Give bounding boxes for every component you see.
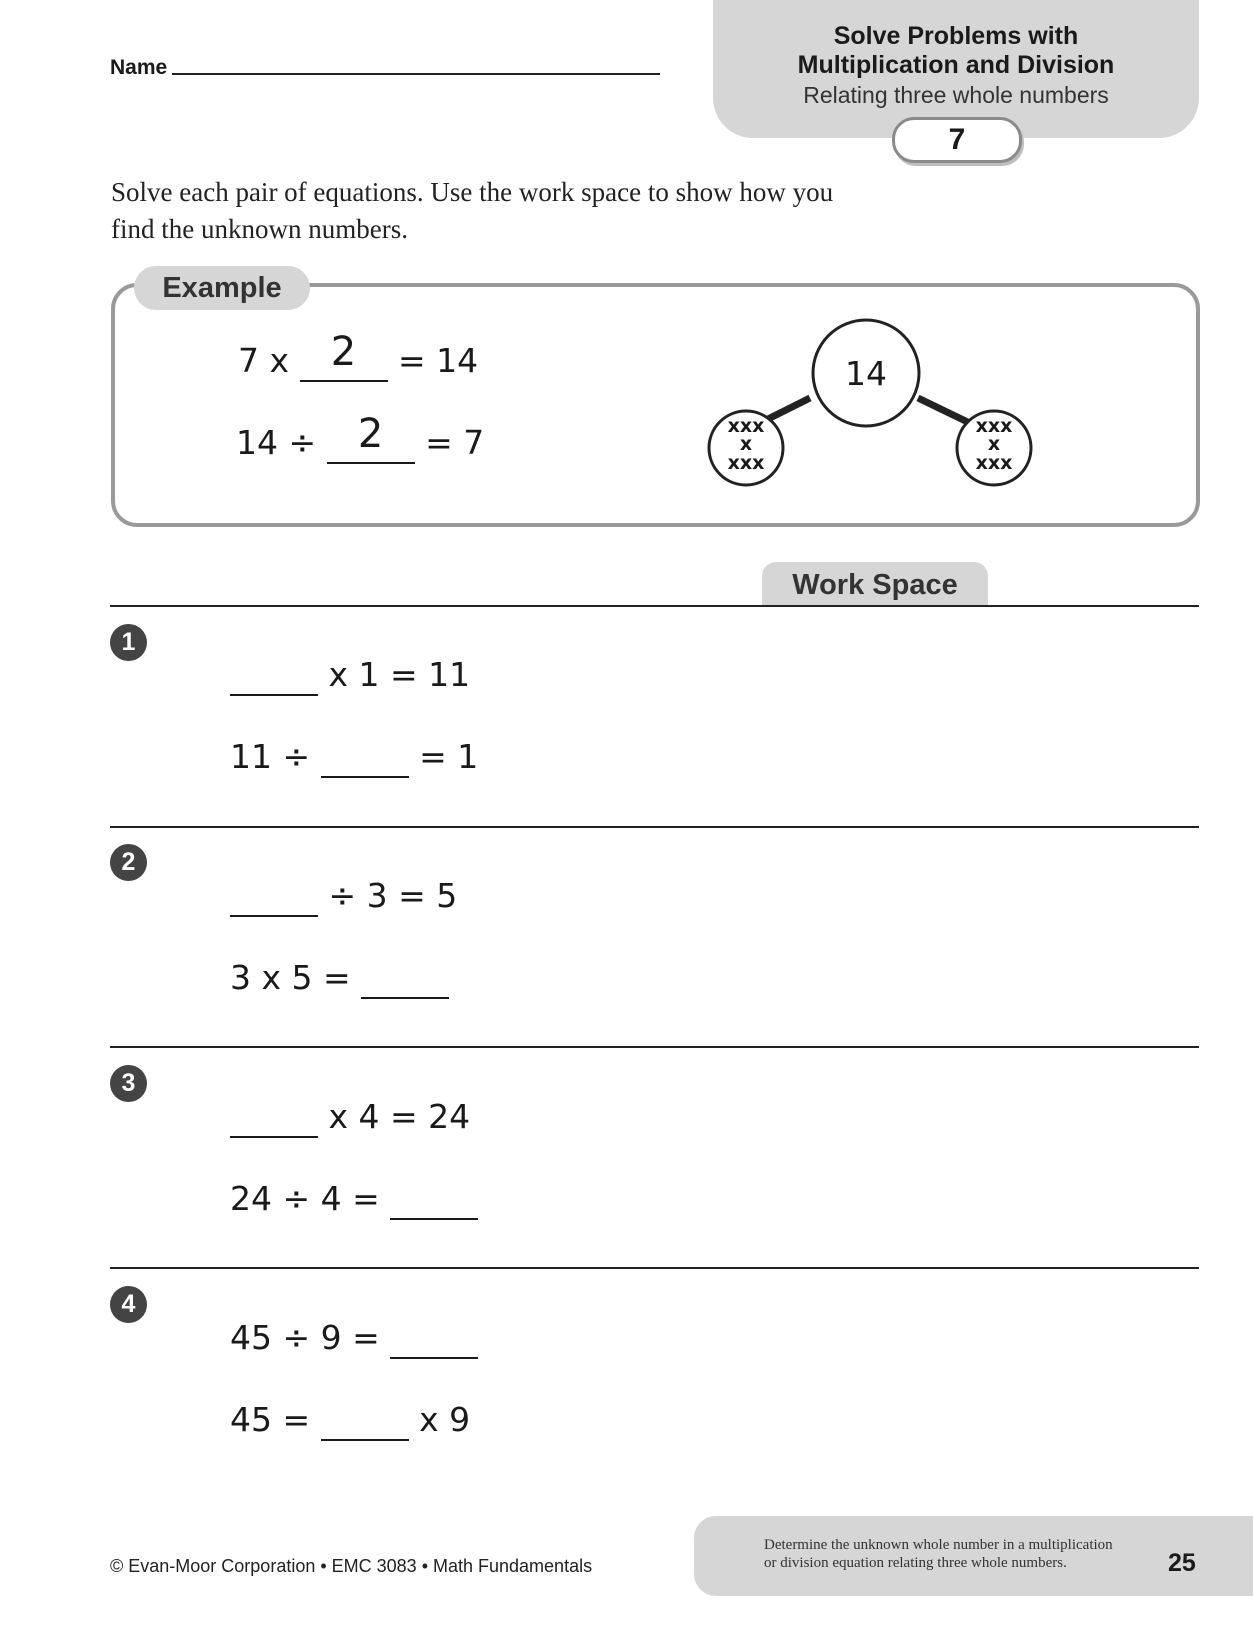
problem-1-number: 1 [110, 624, 147, 661]
instructions-line-2: find the unknown numbers. [111, 214, 408, 244]
example-eq1-left: 7 x [238, 341, 290, 380]
bond-right-row-2: x [987, 433, 1001, 455]
problem-4-equation-1 [230, 1318, 478, 1359]
page-subtitle: Relating three whole numbers [803, 82, 1109, 108]
instructions-line-1: Solve each pair of equations. Use the work space to show how you [111, 177, 834, 207]
problem-3-equation-1 [230, 1097, 470, 1138]
problem-4-eq2-right: x 9 [419, 1400, 471, 1439]
footer-standard-line-1: Determine the unknown whole number in a multiplication [764, 1537, 1113, 1553]
divider-line [110, 826, 1199, 828]
work-space-tab: Work Space [762, 562, 988, 606]
problem-3-eq1-right: x 4 = 24 [328, 1097, 471, 1136]
bond-whole-value: 14 [845, 354, 887, 393]
problem-2-eq1-blank[interactable] [230, 876, 318, 917]
example-equation-1 [238, 329, 479, 382]
example-eq2-left: 14 ÷ [236, 423, 317, 462]
name-line[interactable] [172, 73, 660, 75]
example-eq2-right: = 7 [425, 423, 485, 462]
footer-copyright: © Evan-Moor Corporation • EMC 3083 • Math Fundamentals [110, 1556, 593, 1576]
problem-2-eq2-left: 3 x 5 = [230, 958, 351, 997]
problem-3-eq1-blank[interactable] [230, 1097, 318, 1138]
problem-2-eq1-right: ÷ 3 = 5 [328, 876, 458, 915]
example-eq1-right: = 14 [398, 341, 479, 380]
problem-1-eq2-blank[interactable] [321, 737, 409, 778]
example-tab: Example [134, 266, 310, 310]
problem-1-equation-1 [230, 655, 470, 696]
problem-1-equation-2 [230, 737, 478, 778]
problem-2-equation-1 [230, 876, 457, 917]
problem-4-eq1-left: 45 ÷ 9 = [230, 1318, 380, 1357]
example-equation-2 [236, 411, 485, 464]
example-eq1-answer: 2 [330, 329, 357, 375]
page-number: 25 [1168, 1549, 1196, 1577]
divider-line [110, 1267, 1199, 1269]
problem-4-equation-2 [230, 1400, 470, 1441]
problem-4-number: 4 [110, 1286, 147, 1323]
problem-2-eq2-blank[interactable] [361, 958, 449, 999]
lesson-number-badge: 7 [892, 117, 1022, 163]
problem-4-eq2-blank[interactable] [321, 1400, 409, 1441]
problem-1-eq1-blank[interactable] [230, 655, 318, 696]
footer-standard-line-2: or division equation relating three whole numbers. [764, 1555, 1067, 1571]
instructions [111, 174, 971, 248]
bond-right-row-1: xxx [975, 415, 1013, 437]
title-line-1: Solve Problems with [833, 22, 1079, 50]
name-label: Name [110, 56, 168, 79]
bond-left-row-2: x [739, 433, 753, 455]
problem-4-eq1-blank[interactable] [390, 1318, 478, 1359]
problem-3-eq2-blank[interactable] [390, 1179, 478, 1220]
bond-left-row-3: xxx [727, 452, 765, 474]
number-bond-diagram [700, 310, 1050, 500]
problem-2-number: 2 [110, 844, 147, 881]
problem-2-equation-2 [230, 958, 449, 999]
example-eq2-blank [327, 411, 415, 464]
problem-4-eq2-left: 45 = [230, 1400, 311, 1439]
footer-standard-text [764, 1536, 1184, 1572]
problem-1-eq2-left: 11 ÷ [230, 737, 311, 776]
problem-3-equation-2 [230, 1179, 478, 1220]
problem-3-number: 3 [110, 1065, 147, 1102]
divider-line [110, 605, 1199, 607]
divider-line [110, 1046, 1199, 1048]
problem-1-eq1-right: x 1 = 11 [328, 655, 471, 694]
title-line-2: Multiplication and Division [797, 51, 1115, 79]
example-eq1-blank [300, 329, 388, 382]
problem-3-eq2-left: 24 ÷ 4 = [230, 1179, 380, 1218]
bond-left-row-1: xxx [727, 415, 765, 437]
problem-1-eq2-right: = 1 [419, 737, 479, 776]
page-title [713, 22, 1199, 80]
bond-right-row-3: xxx [975, 452, 1013, 474]
example-eq2-answer: 2 [357, 411, 384, 457]
